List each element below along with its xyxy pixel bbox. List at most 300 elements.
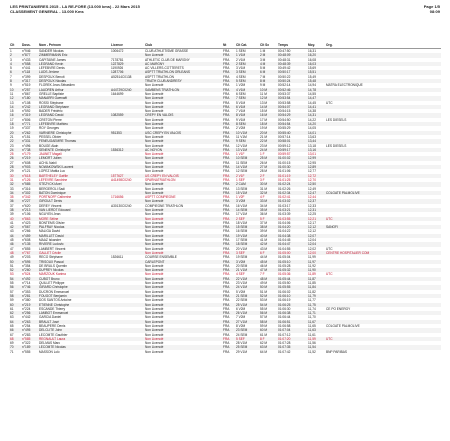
- table-cell: 63 M: [259, 345, 277, 349]
- table-cell: n°877: [21, 53, 38, 57]
- table-cell: 4: [9, 62, 21, 66]
- table-cell: 11,99: [308, 255, 316, 260]
- table-cell: Non Licencié: [144, 139, 222, 143]
- table-cell: FRA: [223, 177, 230, 182]
- table-cell: FRA: [222, 182, 235, 186]
- table-cell: 7 V2M: [236, 315, 246, 320]
- table-cell: 11,84: [307, 285, 325, 289]
- table-cell: 11: [10, 91, 14, 96]
- column-header: Doss.: [21, 43, 38, 49]
- table-cell: 23: [10, 143, 14, 148]
- table-cell: 11,74: [308, 306, 316, 311]
- table-cell: 14,38: [308, 109, 316, 114]
- table-cell: 01:06:02: [278, 289, 291, 294]
- table-cell: MANARRI Gwenaël: [38, 96, 110, 100]
- table-cell: 24: [9, 148, 21, 152]
- table-cell: VARNIERE Christophe: [38, 131, 110, 135]
- table-cell: 01:07:42: [278, 349, 291, 354]
- table-cell: 19: [10, 126, 14, 131]
- table-cell: SANOFI: [325, 225, 441, 229]
- table-cell: LAUDREN Arthur: [38, 88, 110, 92]
- table-cell: 11,70: [308, 315, 316, 320]
- table-cell: Non Licencié: [144, 156, 222, 160]
- table-cell: n°342: [22, 195, 31, 200]
- table-cell: n°260: [21, 268, 38, 272]
- table-cell: 13 M: [260, 100, 268, 105]
- table-cell: BADER Frédéric: [39, 109, 63, 114]
- table-cell: 25 V1M: [235, 303, 259, 307]
- table-cell: 49: [10, 255, 14, 260]
- table-cell: 8 V2M: [236, 324, 246, 328]
- table-cell: n°108: [22, 100, 31, 105]
- table-cell: Non Licencié: [145, 229, 164, 234]
- table-cell: n°519: [22, 83, 31, 88]
- table-cell: n°219: [21, 303, 38, 307]
- table-cell: [110, 350, 144, 354]
- table-cell: n°316: [22, 186, 31, 191]
- table-cell: 3 M: [260, 57, 266, 62]
- table-cell: NOWAKOWSKI Laurent: [38, 165, 110, 169]
- table-cell: n°106: [22, 212, 31, 217]
- table-cell: 11,85: [308, 281, 316, 286]
- table-cell: 45: [10, 238, 14, 243]
- table-cell: Non Licencié: [144, 122, 222, 126]
- table-cell: MATRA ELECTRONIQUE: [326, 83, 363, 88]
- table-cell: A41498C0240: [111, 177, 132, 182]
- table-cell: 12,04: [307, 242, 325, 246]
- table-cell: 9 M: [260, 83, 266, 88]
- table-cell: 30 M: [259, 182, 277, 186]
- table-cell: 11,79: [307, 294, 325, 298]
- table-cell: 1577627: [110, 174, 144, 178]
- table-cell: 59 M: [260, 324, 268, 328]
- table-cell: 61 M: [260, 332, 268, 337]
- table-cell: 21 M: [260, 134, 268, 139]
- table-cell: 7 V1M: [236, 109, 246, 114]
- table-cell: 01:03:55: [277, 217, 307, 221]
- table-cell: FRA: [222, 156, 235, 160]
- table-cell: ROSSI Stéphane: [39, 100, 64, 105]
- table-cell: 01:07:04: [277, 328, 307, 332]
- table-cell: 14,22: [308, 117, 316, 122]
- table-cell: 38: [9, 208, 21, 212]
- table-cell: 12 M: [259, 96, 277, 100]
- table-cell: n°180: [21, 96, 38, 100]
- table-cell: 01:04:38: [277, 234, 307, 238]
- table-cell: LEGRAND Kevin: [38, 62, 110, 66]
- table-cell: 24 V1M: [235, 285, 259, 289]
- table-cell: Non Licencié: [144, 53, 222, 57]
- table-cell: 00:54:29: [277, 113, 307, 117]
- table-cell: 32 M: [259, 191, 277, 195]
- table-cell: 4 M: [259, 62, 277, 66]
- table-cell: 01:07:28: [278, 341, 291, 346]
- table-cell: CARLEPONT: [144, 260, 222, 264]
- table-cell: FRA: [222, 234, 235, 238]
- table-cell: Non Licencié: [144, 337, 222, 341]
- table-cell: 6 V1M: [235, 105, 259, 109]
- table-cell: SENENTE Christophe: [38, 148, 110, 152]
- table-cell: 70: [9, 345, 21, 349]
- table-cell: 47: [10, 246, 14, 251]
- table-cell: 3 V1M: [236, 66, 246, 71]
- table-cell: n°903: [21, 165, 38, 169]
- table-cell: Non Licencié: [144, 328, 222, 332]
- table-cell: BEAUPERE Denis: [39, 324, 66, 328]
- table-cell: n°354: [22, 263, 31, 268]
- table-cell: 12 SEM: [236, 169, 248, 174]
- table-cell: MORE Séline: [38, 217, 110, 221]
- table-cell: FRA: [222, 105, 235, 109]
- table-cell: n°555: [22, 349, 31, 354]
- table-cell: 6 SEM: [236, 91, 246, 96]
- table-cell: FRA: [223, 109, 230, 114]
- table-body: [9, 49, 441, 355]
- table-cell: FRA: [223, 134, 230, 139]
- table-cell: 01:06:30: [278, 306, 291, 311]
- table-cell: 11,54: [307, 345, 325, 349]
- table-cell: LEFEVRE Sandrine: [39, 177, 68, 182]
- table-cell: 01:07:35: [277, 345, 307, 349]
- table-cell: 12,44: [308, 195, 316, 200]
- table-cell: n°459: [21, 234, 38, 238]
- table-cell: 00:52:46: [277, 88, 307, 92]
- table-cell: GALLET Cécile: [38, 251, 110, 255]
- table-cell: n°592: [22, 109, 31, 114]
- table-cell: ACHIL Nabil: [39, 160, 57, 165]
- table-cell: 12,00: [307, 251, 325, 255]
- table-cell: 40: [9, 217, 21, 221]
- table-cell: 01:01:06: [278, 169, 291, 174]
- table-cell: 01:06:19: [278, 298, 291, 303]
- table-cell: 00:48:31: [278, 57, 291, 62]
- table-cell: 7178781: [111, 57, 124, 62]
- table-cell: BARTHELEY Gaëlle: [38, 174, 110, 178]
- table-cell: n°767: [21, 251, 38, 255]
- table-cell: AC MARGNY: [144, 62, 222, 66]
- table-cell: Non Licencié: [144, 105, 222, 109]
- table-cell: FRA: [222, 88, 235, 92]
- table-cell: 12,50: [307, 182, 325, 186]
- table-cell: ESCANDE Thierry: [39, 306, 66, 311]
- table-cell: 11 SEM: [236, 160, 248, 165]
- table-cell: 14,20: [307, 122, 325, 126]
- table-cell: SANDER Nicolas: [39, 49, 64, 53]
- table-cell: 1644699: [111, 91, 124, 96]
- table-cell: Non Licencié: [144, 242, 222, 246]
- table-cell: 18 M: [259, 122, 277, 126]
- table-cell: 45 M: [259, 260, 277, 264]
- table-cell: 14: [9, 105, 21, 109]
- table-cell: 01:03:21: [277, 208, 307, 212]
- table-cell: 01:03:02: [277, 199, 307, 203]
- table-cell: 16,31: [308, 49, 316, 53]
- table-cell: 14,31: [307, 113, 325, 117]
- table-cell: A52514C0138: [111, 74, 132, 79]
- table-cell: 12,99: [307, 156, 325, 160]
- table-cell: CRETON Pierre: [39, 117, 62, 122]
- table-cell: FRA: [222, 165, 235, 169]
- table-cell: 01:06:44: [278, 315, 291, 320]
- table-cell: MALIGA David: [39, 229, 60, 234]
- table-cell: n°179: [22, 152, 31, 157]
- table-cell: 1 V1F: [236, 152, 245, 157]
- table-cell: 12,33: [308, 203, 316, 208]
- table-cell: 13,16: [307, 148, 325, 152]
- table-cell: VAN LIERDT Edouard: [38, 208, 110, 212]
- table-cell: 33 M: [259, 199, 277, 203]
- table-cell: 54: [9, 277, 21, 281]
- table-cell: Non Licencié: [144, 277, 222, 281]
- table-cell: 11,71: [307, 311, 325, 315]
- table-cell: n°806: [22, 117, 31, 122]
- table-cell: 5 F: [259, 217, 277, 221]
- table-cell: n°203: [22, 255, 31, 260]
- table-cell: 11,89: [308, 272, 316, 277]
- table-cell: 46 M: [260, 263, 268, 268]
- table-cell: 1526611: [111, 255, 124, 260]
- table-cell: Non Licencié: [145, 324, 164, 328]
- table-cell: 2 M: [259, 53, 277, 57]
- table-cell: 31 M: [260, 186, 268, 191]
- table-cell: FRA: [223, 100, 230, 105]
- column-header: Clt: [9, 43, 21, 49]
- table-cell: 2 SEF: [235, 217, 259, 221]
- table-cell: 17: [10, 117, 14, 122]
- table-cell: 57 M: [260, 315, 268, 320]
- column-header: Org.: [325, 43, 441, 49]
- table-cell: 15,51: [307, 70, 325, 74]
- table-cell: 62 M: [260, 341, 268, 346]
- table-cell: FRA: [223, 195, 230, 200]
- table-cell: FRA: [222, 294, 235, 298]
- table-cell: MAAZ Iskander: [39, 238, 61, 243]
- table-cell: 29 V1M: [236, 349, 247, 354]
- table-cell: 14 V1M: [235, 165, 259, 169]
- table-cell: 25 SEM: [235, 345, 259, 349]
- table-cell: Non Licencié: [145, 212, 164, 217]
- table-cell: 00:59:12: [278, 143, 291, 148]
- table-cell: 24 M: [259, 148, 277, 152]
- table-cell: RIVIERE Ludovic: [38, 242, 110, 246]
- table-cell: FRA: [222, 208, 235, 212]
- table-cell: 11,92: [308, 263, 316, 268]
- table-cell: BATON Dominique: [38, 191, 110, 195]
- column-header: Nom - Prénom: [38, 43, 110, 49]
- table-cell: 10 M: [259, 88, 277, 92]
- table-cell: GARCIA Daniel: [39, 315, 61, 320]
- table-cell: FRA: [222, 277, 235, 281]
- table-cell: 18 SEM: [235, 242, 259, 246]
- table-cell: 01:04:55: [278, 246, 291, 251]
- table-cell: 01:04:20: [277, 225, 307, 229]
- table-cell: FRA: [222, 260, 235, 264]
- table-cell: 00:59:57: [278, 152, 291, 157]
- table-cell: n°946: [22, 49, 31, 53]
- table-cell: 20: [9, 131, 21, 135]
- table-cell: 12,72: [307, 174, 325, 178]
- table-cell: MARILLET David: [38, 234, 110, 238]
- table-cell: BERGEROLI Sadi: [39, 186, 65, 191]
- table-cell: 44 M: [260, 255, 268, 260]
- table-cell: FRA: [222, 199, 235, 203]
- table-cell: 15,49: [308, 74, 316, 79]
- table-cell: n°121: [22, 169, 31, 174]
- table-cell: Non Licencié: [144, 182, 222, 186]
- table-cell: 13: [10, 100, 14, 105]
- table-cell: 00:50:22: [278, 74, 291, 79]
- table-cell: UTC: [326, 246, 333, 251]
- table-cell: n°433: [22, 57, 31, 62]
- table-cell: 12,25: [308, 212, 316, 217]
- table-cell: Non Licencié: [145, 109, 164, 114]
- table-cell: FRA: [223, 332, 230, 337]
- table-cell: 19 SEM: [236, 255, 248, 260]
- table-cell: UTC: [326, 272, 333, 277]
- table-cell: 2 V1F: [235, 174, 259, 178]
- table-cell: CUBOT Bruno: [38, 277, 110, 281]
- table-cell: 01:05:28: [278, 263, 291, 268]
- table-row: [9, 350, 441, 354]
- table-cell: 59: [10, 298, 14, 303]
- table-cell: 10: [9, 88, 21, 92]
- table-cell: 65: [10, 324, 14, 328]
- table-cell: FRA: [223, 298, 230, 303]
- table-cell: 1 V2F: [236, 195, 245, 200]
- table-cell: n°281: [21, 294, 38, 298]
- table-cell: 28 M: [260, 169, 268, 174]
- table-cell: AC VILLERS-COTTERETS: [145, 66, 184, 71]
- table-cell: FRA: [223, 306, 230, 311]
- table-cell: 10 SEM: [235, 156, 259, 160]
- table-cell: FRA: [223, 57, 230, 62]
- table-cell: 16 M: [259, 113, 277, 117]
- table-cell: FRA: [222, 191, 235, 195]
- table-cell: 27 M: [259, 165, 277, 169]
- table-cell: 15 M: [260, 109, 268, 114]
- table-cell: 48 M: [259, 277, 277, 281]
- table-cell: 18: [9, 122, 21, 126]
- table-cell: n°227: [21, 199, 38, 203]
- table-cell: 60: [9, 303, 21, 307]
- table-cell: 1716656: [111, 195, 124, 200]
- table-cell: 14,94: [308, 83, 316, 88]
- table-cell: FRA: [222, 53, 235, 57]
- table-cell: 44: [9, 234, 21, 238]
- table-cell: 01:01:25: [278, 177, 291, 182]
- table-cell: 2 V2M: [236, 126, 246, 131]
- table-cell: 34 M: [260, 203, 268, 208]
- table-cell: 51: [10, 263, 14, 268]
- table-cell: n°242: [21, 105, 38, 109]
- table-cell: 46: [9, 242, 21, 246]
- table-cell: FOUGOT Benjamin: [38, 294, 110, 298]
- table-cell: LEMORT Julien: [38, 156, 110, 160]
- table-cell: LEFEBVRE Mathieu: [38, 122, 110, 126]
- table-cell: DELCLITE John: [38, 328, 110, 332]
- table-cell: 56: [9, 285, 21, 289]
- table-cell: GIROULT Denis: [38, 199, 110, 203]
- table-cell: 01:00:02: [277, 156, 307, 160]
- table-cell: PORTNOFF Catherine: [39, 195, 72, 200]
- table-cell: n°608: [22, 238, 31, 243]
- table-cell: LECOMTE Nicolas: [38, 345, 110, 349]
- table-cell: 00:54:07: [277, 105, 307, 109]
- table-cell: Non Licencié: [145, 272, 164, 277]
- table-cell: 37: [10, 203, 14, 208]
- table-cell: JAUNET Magali: [39, 152, 62, 157]
- table-cell: 12,70: [308, 177, 316, 182]
- table-cell: MARZOUK Karima: [39, 272, 66, 277]
- table-cell: 5 M: [260, 66, 266, 71]
- table-cell: 7 SEM: [235, 96, 259, 100]
- table-cell: 56 M: [259, 311, 277, 315]
- table-cell: 71: [10, 349, 14, 354]
- table-cell: 12,02: [308, 246, 316, 251]
- table-cell: 21 V1M: [235, 268, 259, 272]
- table-cell: n°331: [21, 139, 38, 143]
- table-cell: 2 V1M: [236, 57, 246, 62]
- table-cell: Non Licencié: [144, 285, 222, 289]
- table-cell: 43: [10, 229, 14, 234]
- table-cell: Non Licencié: [145, 332, 164, 337]
- table-cell: Non Licencié: [145, 134, 164, 139]
- table-cell: Non Licencié: [144, 311, 222, 315]
- table-cell: 01:03:39: [278, 212, 291, 217]
- table-cell: 01:06:58: [278, 324, 291, 328]
- table-cell: BONTEMS Olivier: [39, 220, 65, 225]
- table-cell: 13,01: [308, 152, 316, 157]
- table-cell: 11,75: [307, 303, 325, 307]
- table-cell: 11,52: [308, 349, 316, 354]
- table-cell: 12 V1M: [236, 143, 247, 148]
- table-cell: Non Licencié: [145, 289, 164, 294]
- table-cell: 28 V1M: [236, 341, 247, 346]
- table-cell: 3 V2M: [235, 260, 259, 264]
- table-cell: LUDS Jérôme: [38, 70, 110, 74]
- table-cell: 01:07:20: [277, 337, 307, 341]
- table-cell: 52: [9, 268, 21, 272]
- table-cell: ETIENNE Christophe: [38, 303, 110, 307]
- table-cell: 30: [9, 174, 21, 178]
- table-cell: Non Licencié: [145, 349, 164, 354]
- table-cell: FRA: [222, 225, 235, 229]
- table-cell: FRA: [223, 143, 230, 148]
- table-cell: n°492: [21, 277, 38, 281]
- table-cell: n°423: [22, 220, 31, 225]
- table-cell: Non Licencié: [145, 117, 164, 122]
- table-cell: 00:54:54: [277, 122, 307, 126]
- table-cell: n°441: [22, 66, 31, 71]
- table-cell: REGNAULT Laura: [38, 337, 110, 341]
- table-cell: 01:04:45: [278, 238, 291, 243]
- table-cell: FRA: [223, 272, 230, 277]
- table-cell: 17 SEM: [236, 238, 248, 243]
- table-cell: 9: [10, 83, 12, 88]
- table-cell: 11,90: [307, 268, 325, 272]
- table-cell: 01:05:44: [277, 277, 307, 281]
- table-cell: 15 V1M: [235, 191, 259, 195]
- table-cell: CLUB ATHLETISME GRASSE: [145, 49, 189, 53]
- table-cell: FRA: [223, 83, 230, 88]
- table-cell: GIRARD Christophe: [38, 285, 110, 289]
- table-cell: 68: [9, 337, 21, 341]
- table-cell: 5: [10, 66, 12, 71]
- table-cell: DELMAS Marc: [39, 341, 61, 346]
- table-cell: 31: [10, 177, 14, 182]
- table-cell: FRA: [223, 203, 230, 208]
- table-cell: n°746: [21, 285, 38, 289]
